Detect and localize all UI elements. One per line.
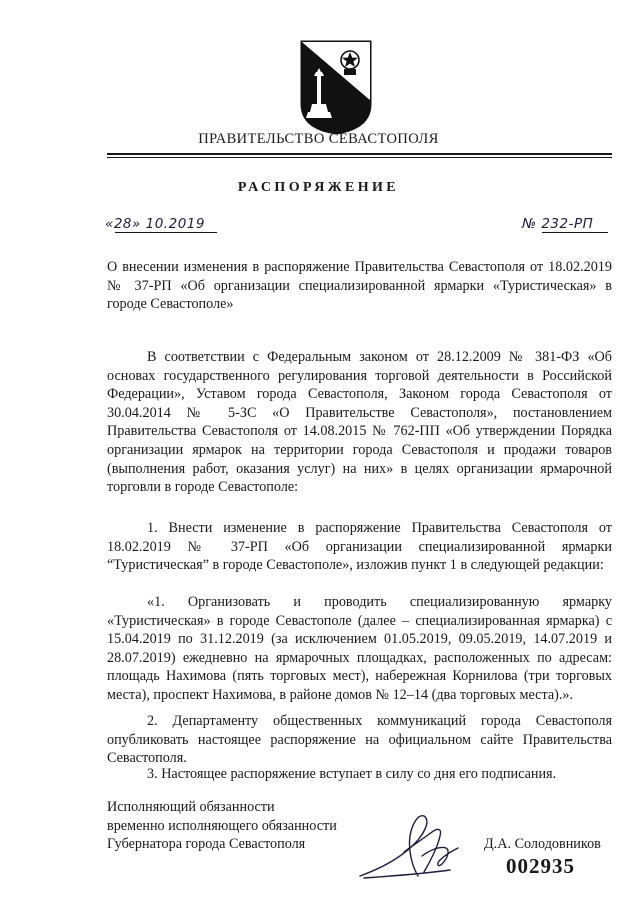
item-1-paragraph: 1. Внести изменение в распоряжение Правительства Севастополя от 18.02.2019 № 37-РП «Об организации специализированной ярмарки “Туристическая” в городе Севастополе», изложив пункт 1 в следующей редакции: xyxy=(107,520,612,574)
preamble-paragraph: В соответствии с Федеральным законом от 28.12.2009 № 381-ФЗ «Об основах государственного регулирования торговой деятельности в Российской Федерации», Уставом города Севастополя, Законом города Севастополя от 30.04.2014 № 5-ЗС «О Правительстве Севастополя», постановлением Правительства Севастополя от 14.08.2015 № 762-ПП «Об утверждении Порядка организации ярмарок на территории города Севастополя и продажи товаров (выполнения работ, оказания услуг) на них» в целях организации ярмарочной торговли в городе Севастополе: xyxy=(107,349,612,496)
signer-title-line-2: временно исполняющего обязанности xyxy=(107,817,337,834)
document-date: «28» 10.2019 xyxy=(105,216,205,232)
document-type-title: РАСПОРЯЖЕНИЕ xyxy=(237,180,400,195)
handwritten-signature xyxy=(352,806,462,888)
document-number: № 232-РП xyxy=(522,216,594,232)
header-rule-thin xyxy=(107,157,612,158)
item-1-quoted-text: «1. Организовать и проводить специализированную ярмарку «Туристическая» в городе Севастополе (далее – специализированная ярмарка) с 15.04.2019 по 31.12.2019 (за исключением 01.05.2019, 09.05.2019, 14.07.2019 и 28.07.2019) ежедневно на ярмарочных площадках, расположенных по адресам: площадь Нахимова (пять торговых мест), набережная Корнилова (три торговых места), проспект Нахимова, в районе домов № 12–14 (два торговых места).». xyxy=(107,594,612,703)
date-underline xyxy=(115,232,217,233)
signer-name: Д.А. Солодовников xyxy=(484,836,601,852)
signer-title-line-3: Губернатора города Севастополя xyxy=(107,836,306,853)
number-underline xyxy=(542,232,608,233)
signer-title-line-1: Исполняющий обязанности xyxy=(107,799,275,815)
document-date-field xyxy=(105,216,217,234)
item-2-paragraph: 2. Департаменту общественных коммуникаций города Севастополя опубликовать настоящее распоряжение на официальном сайте Правительства Севастополя. xyxy=(107,713,612,767)
item-3-paragraph: 3. Настоящее распоряжение вступает в силу со дня его подписания. xyxy=(147,766,557,782)
document-subject: О внесении изменения в распоряжение Правительства Севастополя от 18.02.2019 № 37-РП «Об организации специализированной ярмарки «Туристическая» в городе Севастополе» xyxy=(107,259,612,313)
signer-title xyxy=(107,798,357,854)
sevastopol-coat-of-arms-icon xyxy=(298,38,374,136)
header-rule-thick xyxy=(107,153,612,155)
document-serial-number: 002935 xyxy=(506,854,575,878)
organization-name: ПРАВИТЕЛЬСТВО СЕВАСТОПОЛЯ xyxy=(198,131,439,147)
document-number-field xyxy=(522,216,608,234)
